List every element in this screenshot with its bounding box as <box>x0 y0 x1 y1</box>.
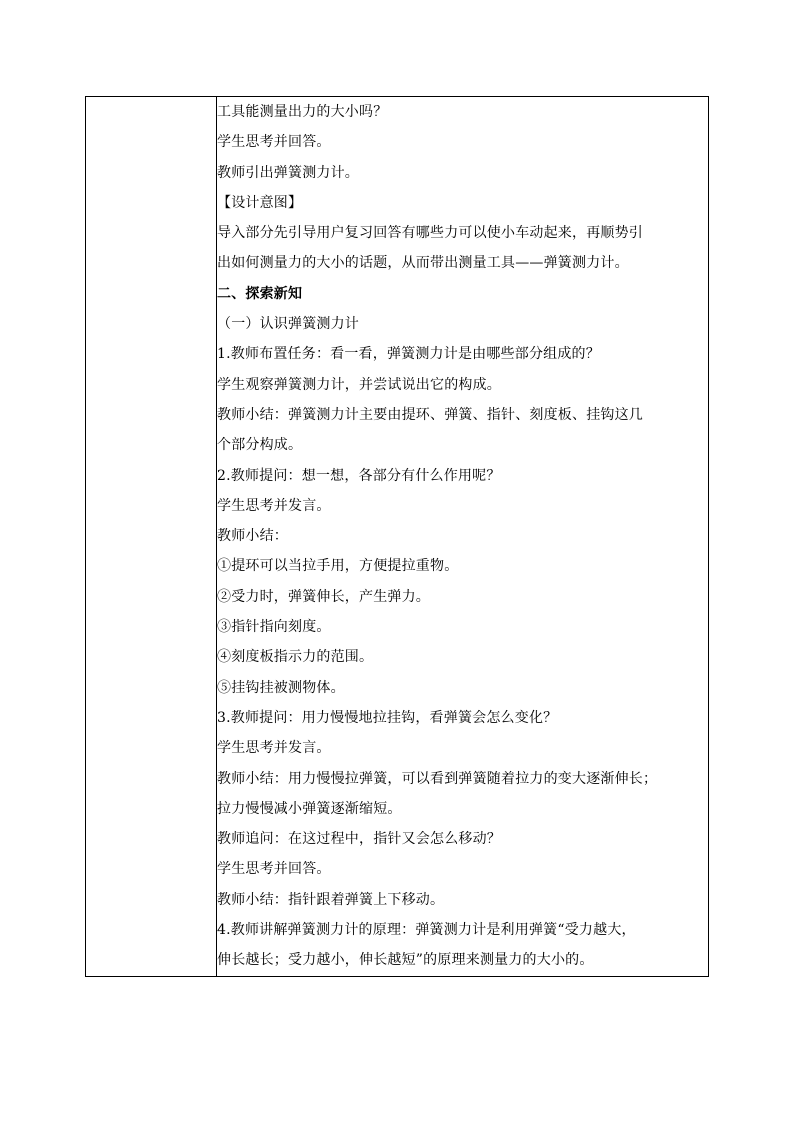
text-line: 2.教师提问：想一想，各部分有什么作用呢？ <box>217 467 501 484</box>
text-line: 学生思考并发言。 <box>217 497 331 514</box>
text-line: 【设计意图】 <box>217 194 303 211</box>
text-line: 工具能测量出力的大小吗？ <box>217 104 388 120</box>
text-line: 教师引出弹簧测力计。 <box>217 164 359 181</box>
text-line: 3.教师提问：用力慢慢地拉挂钩，看弹簧会怎么变化？ <box>217 709 558 726</box>
text-line: ①提环可以当拉手用，方便提拉重物。 <box>217 558 459 575</box>
text-line: ③指针指向刻度。 <box>217 619 331 636</box>
text-line: 教师追问：在这过程中，指针又会怎么移动？ <box>217 831 501 848</box>
text-line: 个部分构成。 <box>217 437 303 454</box>
text-line: 学生思考并回答。 <box>217 134 331 151</box>
text-line: 教师小结：弹簧测力计主要由提环、弹簧、指针、刻度板、挂钩这几 <box>217 406 643 423</box>
section-heading: 二、探索新知 <box>217 285 303 302</box>
text-line: ④刻度板指示力的范围。 <box>217 649 374 666</box>
text-line: ⑤挂钩挂被测物体。 <box>217 679 345 696</box>
lesson-plan-table <box>85 96 709 977</box>
left-column-cell <box>86 97 217 977</box>
text-line: 学生思考并回答。 <box>217 861 331 878</box>
text-line: ②受力时，弹簧伸长，产生弹力。 <box>217 588 430 605</box>
text-line: 拉力慢慢减小弹簧逐渐缩短。 <box>217 800 402 817</box>
text-line: 伸长越长；受力越小，伸长越短”的原理来测量力的大小的。 <box>217 952 594 969</box>
content-lines <box>217 97 708 976</box>
content-cell <box>217 97 709 977</box>
text-line: 4.教师讲解弹簧测力计的原理：弹簧测力计是利用弹簧“受力越大， <box>217 922 636 939</box>
text-line: 导入部分先引导用户复习回答有哪些力可以使小车动起来，再顺势引 <box>217 225 643 242</box>
text-line: 1.教师布置任务：看一看，弹簧测力计是由哪些部分组成的？ <box>217 346 600 363</box>
text-line: 教师小结：指针跟着弹簧上下移动。 <box>217 891 445 908</box>
table-row <box>86 97 709 977</box>
text-line: 学生思考并发言。 <box>217 740 331 757</box>
text-line: （一）认识弹簧测力计 <box>217 316 359 333</box>
text-line: 学生观察弹簧测力计，并尝试说出它的构成。 <box>217 376 501 393</box>
text-line: 教师小结：用力慢慢拉弹簧，可以看到弹簧随着拉力的变大逐渐伸长； <box>217 770 658 787</box>
text-line: 教师小结： <box>217 528 288 545</box>
text-line: 出如何测量力的大小的话题，从而带出测量工具——弹簧测力计。 <box>217 255 629 272</box>
